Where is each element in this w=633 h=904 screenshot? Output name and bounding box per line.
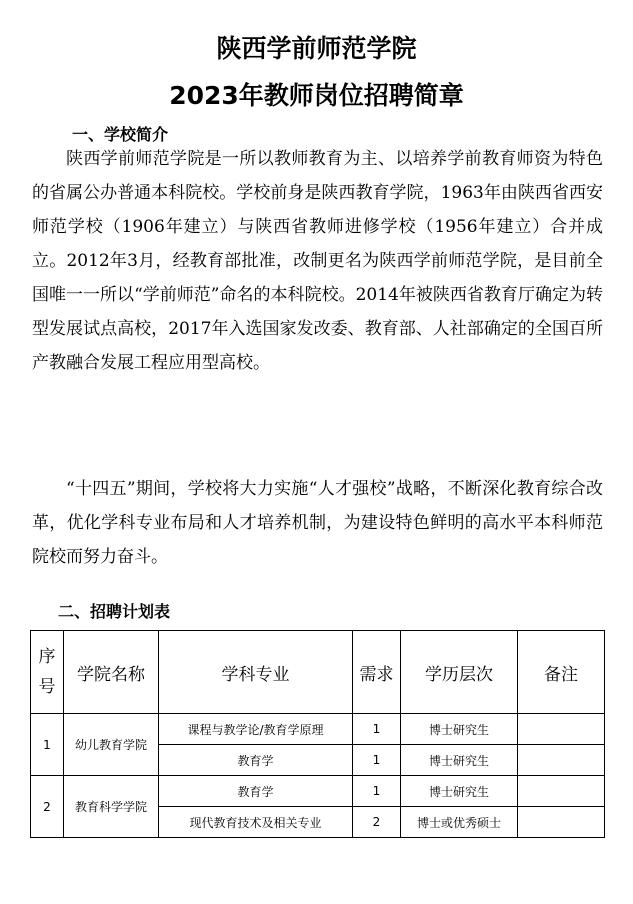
header-no: 序 号 — [31, 631, 64, 714]
section-heading-plan: 二、招聘计划表 — [58, 602, 171, 621]
demand-cell: 1 — [353, 745, 401, 776]
demand-cell: 1 — [353, 714, 401, 745]
table-row — [31, 776, 605, 807]
header-demand: 需求 — [353, 631, 401, 714]
header-major: 学科专业 — [159, 631, 353, 714]
degree-cell: 博士研究生 — [401, 745, 518, 776]
degree-cell: 博士研究生 — [401, 776, 518, 807]
college-name: 幼儿教育学院 — [64, 714, 159, 776]
note-cell — [518, 807, 605, 838]
row-no: 2 — [31, 776, 64, 838]
note-cell — [518, 745, 605, 776]
section-heading-intro: 一、学校简介 — [72, 125, 169, 144]
header-note: 备注 — [518, 631, 605, 714]
major-cell: 教育学 — [159, 745, 353, 776]
header-degree: 学历层次 — [401, 631, 518, 714]
major-cell: 教育学 — [159, 776, 353, 807]
table-header-row — [31, 631, 605, 714]
intro-paragraph-2: “十四五”期间，学校将大力实施“人才强校”战略，不断深化教育综合改革，优化学科专业布局和人才培养机制，为建设特色鲜明的高水平本科师范院校而努力奋斗。 — [32, 479, 603, 567]
demand-cell: 2 — [353, 807, 401, 838]
recruitment-plan-table — [30, 630, 605, 838]
document-subtitle: 2023年教师岗位招聘简章 — [169, 81, 464, 110]
degree-cell: 博士研究生 — [401, 714, 518, 745]
major-cell: 现代教育技术及相关专业 — [159, 807, 353, 838]
demand-cell: 1 — [353, 776, 401, 807]
major-cell: 课程与教学论/教育学原理 — [159, 714, 353, 745]
document-title: 陕西学前师范学院 — [216, 34, 417, 63]
header-college: 学院名称 — [64, 631, 159, 714]
note-cell — [518, 714, 605, 745]
table-row — [31, 714, 605, 745]
college-name: 教育科学学院 — [64, 776, 159, 838]
degree-cell: 博士或优秀硕士 — [401, 807, 518, 838]
intro-paragraph-1: 陕西学前师范学院是一所以教师教育为主、以培养学前教育师资为特色的省属公办普通本科院校。学校前身是陕西教育学院，1963年由陕西省西安师范学校（1906年建立）与陕西省教师进修学校（1956年建立）合并成立。2012年3月，经教育部批准，改制更名为陕西学前师范学院，是目前全国唯一一所以“学前师范”命名的本科院校。2014年被陕西省教育厅确定为转型发展试点高校，2017年入选国家发改委、教育部、人社部确定的全国百所产教融合发展工程应用型高校。 — [32, 149, 603, 373]
note-cell — [518, 776, 605, 807]
row-no: 1 — [31, 714, 64, 776]
